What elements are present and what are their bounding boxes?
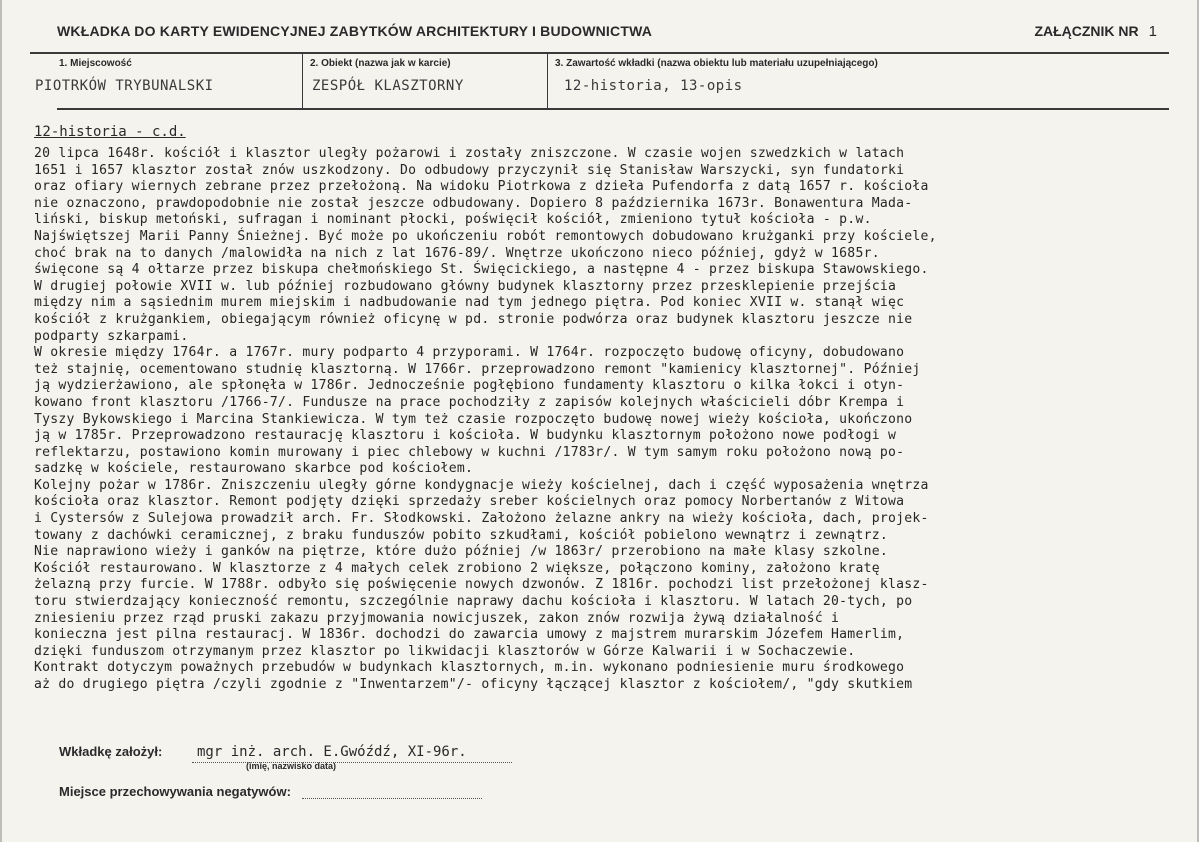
- text-line: Tyszy Bykowskiego i Marcina Stankiewicza. W tym też czasie rozpoczęto budowę nowej wieży kościoła, ukończono: [34, 411, 913, 427]
- text-line: Kościół restaurowano. W klasztorze z 4 małych celek zrobiono 2 większe, połączono kominy, założono kratę: [34, 560, 880, 576]
- text-line: Nie naprawiono wieży i ganków na piętrze, które dużo później /w 1863r/ przerobiono na małe klasy szkolne.: [34, 544, 888, 560]
- text-line: Kontrakt dotyczym poważnych przebudów w budynkach klasztornych, m.in. wykonano podniesienie muru środkowego: [34, 660, 905, 676]
- text-line: W okresie między 1764r. a 1767r. mury podparto 4 przyporami. W 1764r. rozpoczęto budowę oficyny, dobudowano: [34, 345, 905, 361]
- object-label: 2. Obiekt (nazwa jak w karcie): [310, 58, 451, 69]
- text-line: liński, biskup metoński, sufragan i nominant płocki, poświęcił kościół, zmieniono tytuł kościoła - p.w.: [34, 212, 872, 228]
- text-line: żelazną przy furcie. W 1788r. odbyło się poświęcenie nowych dzwonów. Z 1816r. pochodzi list przełożonej klasz-: [34, 577, 929, 593]
- text-line: podparty szkarpami.: [34, 328, 189, 344]
- author-value: mgr inż. arch. E.Gwóźdź, XI-96r.: [197, 744, 467, 760]
- contents-label: 3. Zawartość wkładki (nazwa obiektu lub materiału uzupełniającego): [555, 58, 878, 69]
- text-line: dzięki funduszom otrzymanym przez klasztor po likwidacji klasztorów w Górze Kalwarii i w Sochaczewie.: [34, 643, 856, 659]
- text-line: aż do drugiego piętra /czyli zgodnie z "Inwentarzem"/- oficyny łączącej klasztor z kościołem/, "gdy skutkiem: [34, 677, 913, 692]
- text-line: kowano front klasztoru /1766-7/. Fundusze na prace pochodziły z zapisów kolejnych właścicieli dóbr Krempa i: [34, 394, 905, 410]
- text-line: konieczna jest pilna restauracj. W 1836r. dochodzi do zawarcia umowy z majstrem murarskim Józefem Hamerlim,: [34, 627, 905, 643]
- text-line: kościoła oraz klasztor. Remont podjęty dzięki sprzedaży sreber kościelnych oraz pomocy Norbertanów z Witowa: [34, 494, 905, 510]
- annex-label: ZAŁĄCZNIK NR: [1034, 23, 1139, 39]
- text-line: też stajnię, ocementowano studnię klasztorną. W 1766r. przeprowadzono remont "kamienicy klasztornej". Później: [34, 361, 921, 377]
- text-line: oraz ofiary wiernych zebrane przez przełożoną. Na widoku Piotrkowa z dzieła Pufendorfa z datą 1657 r. kościoła: [34, 179, 929, 195]
- field-divider-1: [302, 53, 303, 108]
- text-line: toru stwierdzający konieczność remontu, szczególnie naprawy dachu kościoła i klasztoru. W latach 20-tych, po: [34, 594, 913, 610]
- author-caption: (imię, nazwisko data): [246, 761, 337, 771]
- text-line: święcone są 4 ołtarze przez biskupa chełmońskiego St. Święcickiego, a następne 4 - przez biskupa Stawowskiego.: [34, 262, 929, 278]
- field-divider-2: [547, 53, 548, 108]
- text-line: ją w 1785r. Przeprowadzono restaurację klasztoru i kościoła. W budynku klasztornym położono nowe podłogi w: [34, 428, 897, 444]
- text-line: reflektarzu, postawiono komin murowany i piec chlebowy w kuchni /1783r/. W tym samym roku położono nową po-: [34, 444, 905, 460]
- section-heading: 12-historia - c.d.: [34, 124, 186, 140]
- author-label: Wkładkę założył:: [59, 744, 163, 759]
- text-line: W drugiej połowie XVII w. lub później rozbudowano główny budynek klasztorny przez przesklepienie przejścia: [34, 278, 897, 294]
- text-line: ją wydzierżawiono, ale spłonęła w 1786r. Jednocześnie pogłębiono fundamenty klasztoru o kilka łokci i otyn-: [34, 378, 905, 394]
- negatives-dotted-line: [302, 798, 482, 799]
- text-line: Kolejny pożar w 1786r. Zniszczeniu uległy górne kondygnacje wieży kościelnej, dach i część wyposażenia wnętrza: [34, 477, 929, 493]
- text-line: i Cystersów z Sulejowa prowadził arch. Fr. Słodkowski. Założono żelazne ankry na wieży kościoła, dach, projek-: [34, 511, 929, 527]
- text-line: Najświętszej Marii Panny Śnieżnej. Być może po ukończeniu robót remontowych dobudowano krużganki przy kościele,: [34, 228, 937, 244]
- text-line: towany z dachówki ceramicznej, z braku funduszów pobito szkudłami, kościół pobielono wewnątrz i zewnątrz.: [34, 527, 888, 543]
- locality-value: PIOTRKÓW TRYBUNALSKI: [35, 78, 214, 94]
- annex-number: 1: [1148, 23, 1157, 40]
- object-value: ZESPÓŁ KLASZTORNY: [312, 78, 464, 94]
- header-top-rule: [30, 52, 1169, 54]
- annex-number-label: [1034, 23, 1157, 40]
- contents-value: 12-historia, 13-opis: [564, 78, 743, 94]
- text-line: nie oznaczono, prawdopodobnie nie został jeszcze odbudowany. Dopiero 8 października 1673r. Bonawentura Mada-: [34, 195, 913, 211]
- author-dotted-line: [192, 762, 512, 763]
- text-line: zniesieniu przez rząd pruski zakazu przyjmowania nowicjuszek, zakon znów rozwija żywą działalność i: [34, 610, 840, 626]
- text-line: 1651 i 1657 klasztor został znów uszkodzony. Do odbudowy przyczynił się Stanisław Warszycki, syn fundatorki: [34, 162, 905, 178]
- typed-history-text: [34, 146, 1184, 694]
- card-title: WKŁADKA DO KARTY EWIDENCYJNEJ ZABYTKÓW ARCHITEKTURY I BUDOWNICTWA: [57, 23, 653, 39]
- text-line: sadzkę w kościele, restaurowano skarbce pod kościołem.: [34, 461, 474, 477]
- text-line: między nim a sąsiednim murem miejskim i nadbudowanie nad tym jednego piętra. Pod koniec XVII w. stanął więc: [34, 295, 905, 311]
- header-bottom-rule: [57, 108, 1169, 110]
- text-line: choć brak na to danych /malowidła na nich z lat 1676-89/. Wnętrze ukończono nieco później, gdyż w 1685r.: [34, 245, 880, 261]
- locality-label: 1. Miejscowość: [59, 58, 132, 69]
- text-line: 20 lipca 1648r. kościół i klasztor uległy pożarowi i zostały zniszczone. W czasie wojen szwedzkich w latach: [34, 146, 905, 161]
- negatives-storage-label: Miejsce przechowywania negatywów:: [59, 784, 291, 799]
- text-line: kościół z krużgankiem, obiegającym również oficynę w pd. stronie podwórza oraz budynek klasztoru jeszcze nie: [34, 311, 913, 327]
